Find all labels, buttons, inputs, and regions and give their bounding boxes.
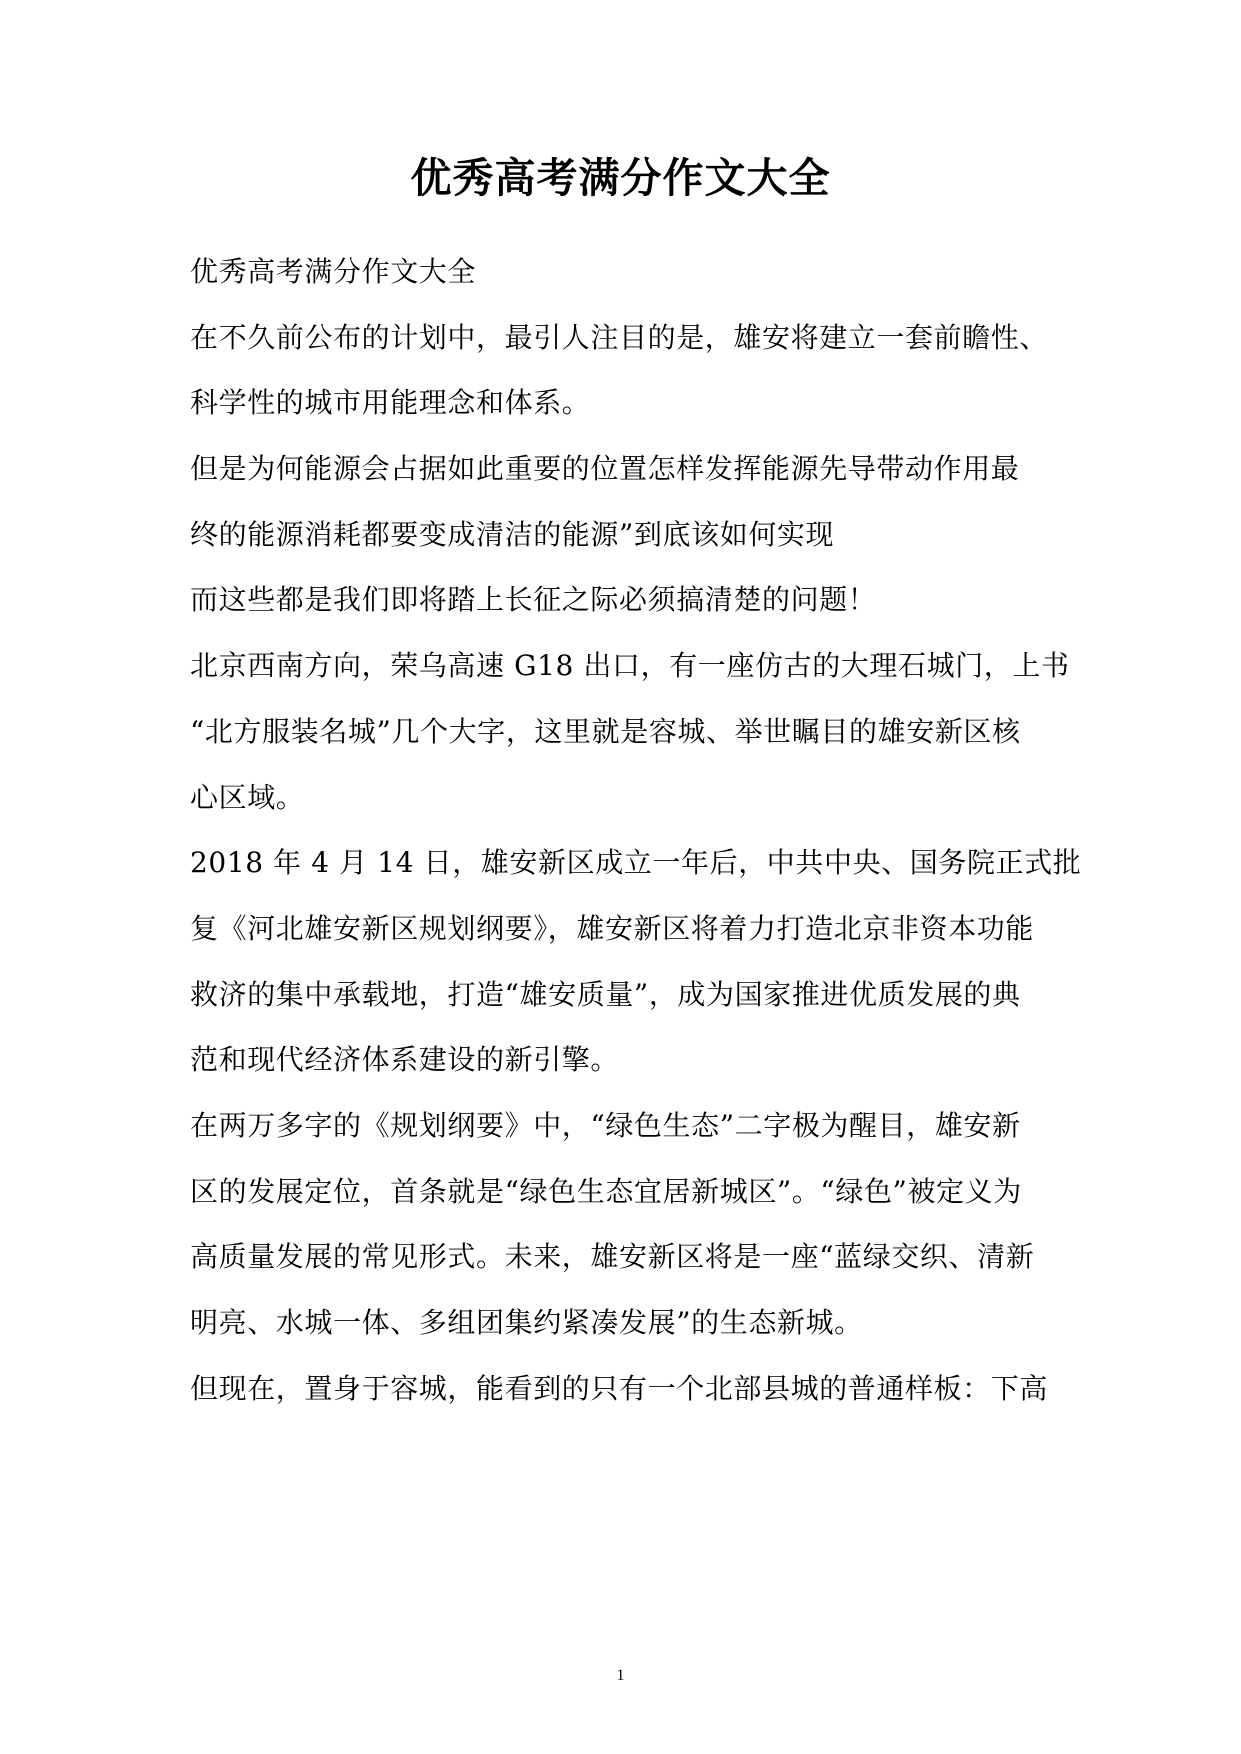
- body-line: 2018 年 4 月 14 日，雄安新区成立一年后，中共中央、国务院正式批: [190, 846, 1082, 880]
- body-line: 但是为何能源会占据如此重要的位置怎样发挥能源先导带动作用最: [190, 452, 1020, 486]
- body-line: 复《河北雄安新区规划纲要》，雄安新区将着力打造北京非资本功能: [190, 911, 1035, 945]
- body-line: 在不久前公布的计划中，最引人注目的是，雄安将建立一套前瞻性、: [190, 320, 1049, 354]
- body-line: 北京西南方向，荣乌高速 G18 出口，有一座仿古的大理石城门，上书: [190, 649, 1070, 683]
- body-line: 优秀高考满分作文大全: [190, 255, 477, 288]
- document-body: [190, 252, 1082, 1434]
- body-line: 心区域。: [190, 780, 305, 814]
- body-line: 在两万多字的《规划纲要》中，“绿色生态”二字极为醒目，雄安新: [190, 1108, 1021, 1142]
- body-line: 明亮、水城一体、多组团集约紧凑发展”的生态新城。: [190, 1306, 863, 1339]
- body-line: 科学性的城市用能理念和体系。: [190, 386, 591, 420]
- body-line: “北方服装名城”几个大字，这里就是容城、举世瞩目的雄安新区核: [190, 714, 1021, 748]
- body-line: 高质量发展的常见形式。未来，雄安新区将是一座“蓝绿交织、清新: [190, 1240, 1035, 1274]
- body-line: 但现在，置身于容城，能看到的只有一个北部县城的普通样板：下高: [190, 1371, 1049, 1405]
- body-line: 终的能源消耗都要变成清洁的能源”到底该如何实现: [190, 517, 835, 551]
- body-line: 范和现代经济体系建设的新引擎。: [190, 1043, 620, 1077]
- document-title: 优秀高考满分作文大全: [410, 154, 831, 202]
- body-line: 区的发展定位，首条就是“绿色生态宜居新城区”。“绿色”被定义为: [190, 1174, 1022, 1208]
- page-number: 1: [616, 1667, 625, 1684]
- body-line: 救济的集中承载地，打造“雄安质量”，成为国家推进优质发展的典: [190, 977, 1021, 1011]
- body-line: 而这些都是我们即将踏上长征之际必须搞清楚的问题！: [190, 583, 877, 617]
